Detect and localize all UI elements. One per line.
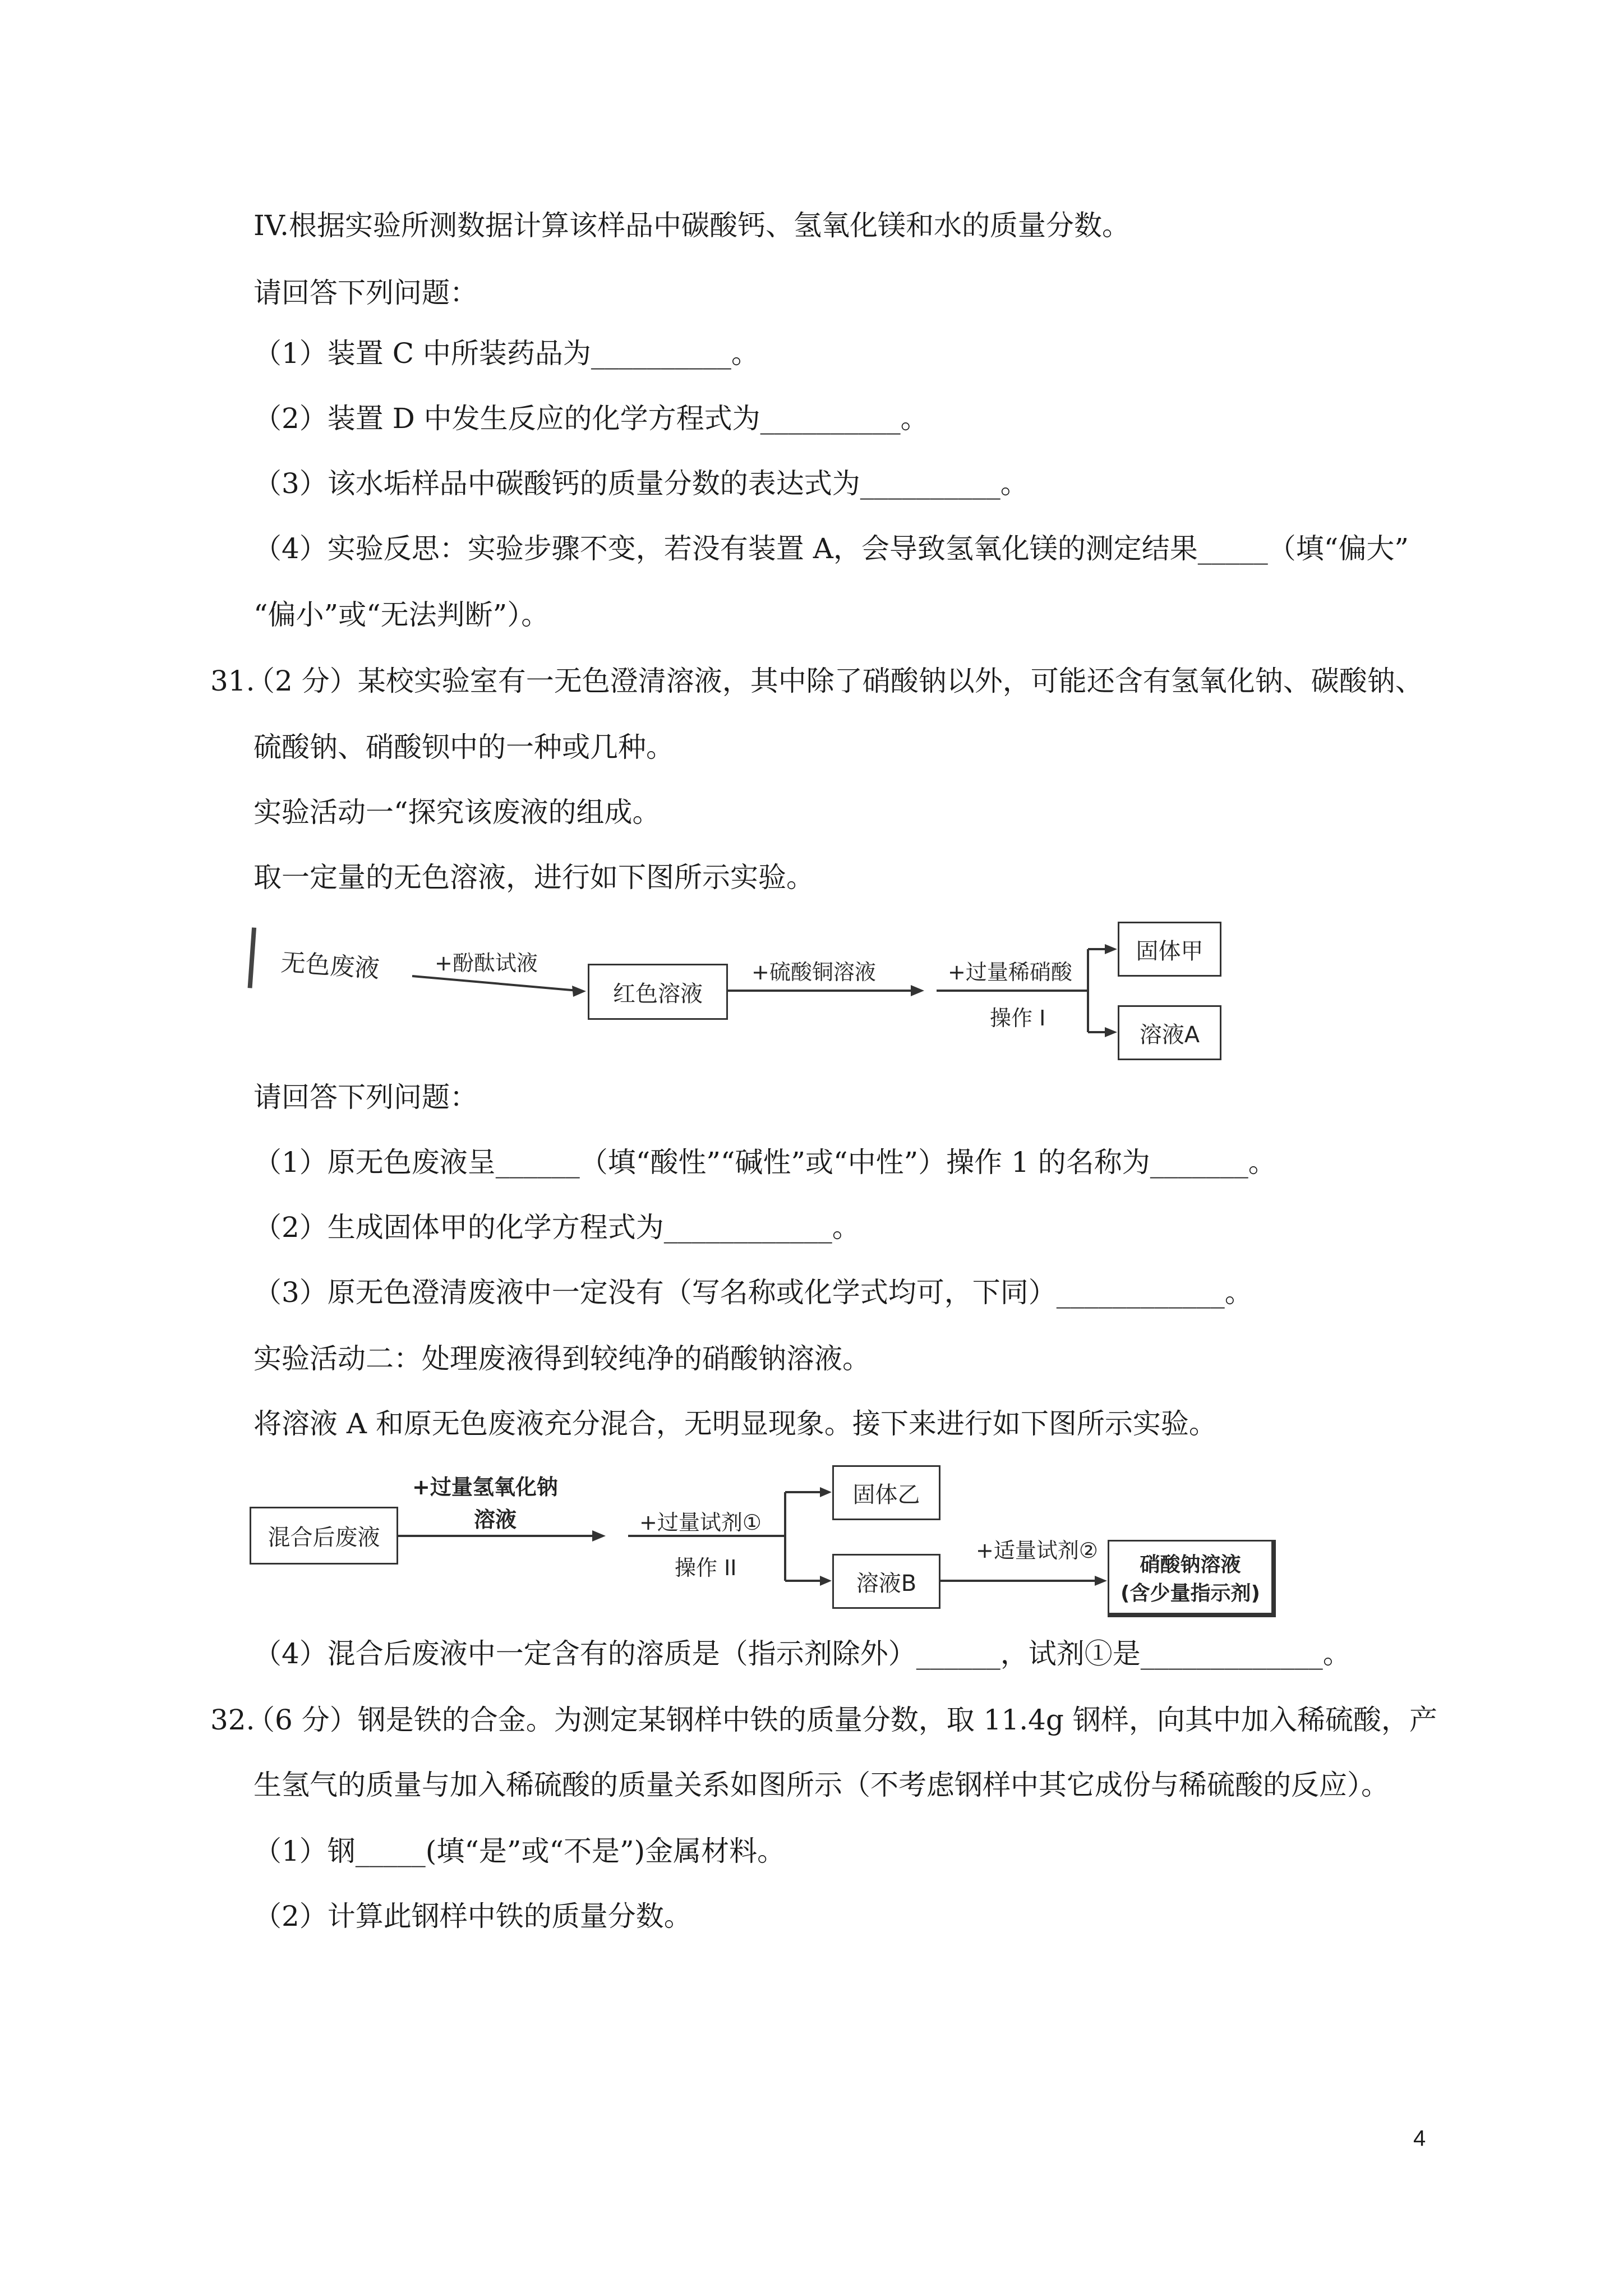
- text-line: 实验活动二：处理废液得到较纯净的硝酸钠溶液。: [253, 1342, 870, 1375]
- question-stem: （6 分）钢是铁的合金。为测定某钢样中铁的质量分数，取 11.4g 钢样，向其中加入稀硫酸，产: [247, 1704, 1437, 1736]
- question-part: （1）原无色废液呈______（填“酸性”“碱性”或“中性”）操作 1 的名称为_______。: [253, 1146, 1276, 1179]
- flow1-output-box: 溶液A: [1118, 1005, 1221, 1060]
- flow1-label: +硫酸铜溶液: [751, 960, 876, 984]
- question-part: （2）计算此钢样中铁的质量分数。: [253, 1900, 692, 1932]
- question-part: （4）混合后废液中一定含有的溶质是（指示剂除外）______，试剂①是_____________。: [253, 1637, 1351, 1670]
- question-part: （1）装置 C 中所装药品为__________。: [253, 337, 759, 370]
- question-part: （1）钢_____(填“是”或“不是”)金属材料。: [253, 1835, 786, 1867]
- text-line: 请回答下列问题：: [253, 277, 478, 309]
- flow2-output-box: 溶液B: [832, 1554, 940, 1609]
- text-line: 取一定量的无色溶液，进行如下图所示实验。: [253, 861, 814, 894]
- flow2-label: +过量氢氧化钠: [412, 1475, 558, 1499]
- flow2-final-label: 硝酸钠溶液: [1140, 1553, 1241, 1576]
- flow2-operation-label: 操作 II: [675, 1556, 737, 1580]
- question-part: （3）原无色澄清废液中一定没有（写名称或化学式均可，下同）____________。: [253, 1276, 1253, 1309]
- flow2-label: +适量试剂②: [976, 1538, 1098, 1563]
- text-line: IV.根据实验所测数据计算该样品中碳酸钙、氢氧化镁和水的质量分数。: [253, 209, 1131, 242]
- flow2-start-label: 混合后废液: [268, 1525, 380, 1550]
- question-stem: 生氢气的质量与加入稀硫酸的质量关系如图所示（不考虑钢样中其它成份与稀硫酸的反应）。: [253, 1769, 1389, 1801]
- question-number: 31.: [210, 665, 255, 697]
- flow2-label: +过量试剂①: [639, 1510, 762, 1535]
- text-line: 实验活动一“探究该废液的组成。: [253, 796, 661, 829]
- question-part: （2）生成固体甲的化学方程式为____________。: [253, 1211, 860, 1244]
- flow2-final-note: (含少量指示剂): [1121, 1581, 1260, 1605]
- text-line: “偏小”或“无法判断”）。: [253, 599, 550, 631]
- flow1-mid-box: 红色溶液: [588, 964, 728, 1020]
- page-number: 4: [1413, 2126, 1426, 2151]
- question-part: （2）装置 D 中发生反应的化学方程式为__________。: [253, 402, 929, 435]
- flow1-operation-label: 操作 I: [990, 1006, 1046, 1030]
- text-line: 将溶液 A 和原无色废液充分混合，无明显现象。接下来进行如下图所示实验。: [253, 1407, 1217, 1440]
- question-part: （3）该水垢样品中碳酸钙的质量分数的表达式为__________。: [253, 467, 1029, 500]
- text-line: 请回答下列问题：: [253, 1081, 478, 1114]
- question-stem: 硫酸钠、硝酸钡中的一种或几种。: [253, 731, 674, 763]
- question-number: 32.: [210, 1704, 255, 1736]
- flow1-output-box: 固体甲: [1118, 922, 1221, 977]
- flow2-label: 溶液: [474, 1507, 517, 1532]
- question-stem: （2 分）某校实验室有一无色澄清溶液，其中除了硝酸钠以外，可能还含有氢氧化钠、碳酸钠、: [247, 665, 1423, 697]
- flow1-label: +过量稀硝酸: [948, 960, 1072, 984]
- flow1-label: +酚酞试液: [435, 951, 538, 976]
- question-part: （4）实验反思：实验步骤不变，若没有装置 A，会导致氢氧化镁的测定结果_____（填“偏大”: [253, 532, 1409, 565]
- flow2-output-box: 固体乙: [832, 1465, 940, 1520]
- flow1-start-box: 无色废液: [248, 927, 409, 999]
